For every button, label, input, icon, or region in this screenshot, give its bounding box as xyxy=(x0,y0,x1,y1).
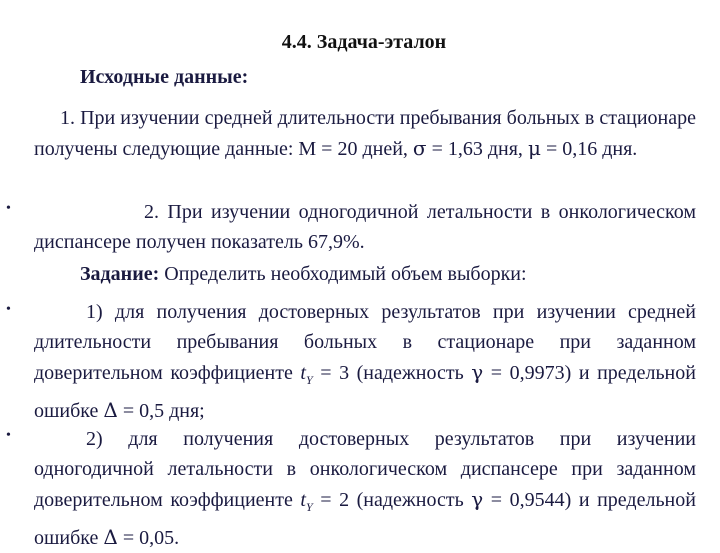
p1-suffix: = 0,16 дня. xyxy=(540,138,638,160)
task-item-2 xyxy=(34,424,696,553)
p4-suffix: = 0,05. xyxy=(117,527,180,549)
t-subscript: Y xyxy=(305,500,313,514)
p4-prefix: 2) для получения достоверных результатов при изучении одногодичной летальности в онкологическом диспансере при заданном доверительном коэффициенте xyxy=(34,428,696,511)
task-item-1 xyxy=(34,297,696,426)
p3-prefix: 1) для получения достоверных результатов при изучении средней длительности пребывания больных в стационаре при заданном доверительном коэффициенте xyxy=(34,301,696,384)
initial-data-label: Исходные данные: xyxy=(80,66,249,88)
task-label: Задание: xyxy=(80,263,160,285)
task-text: Определить необходимый объем выборки: xyxy=(159,263,527,285)
mu-symbol: μ xyxy=(527,136,541,160)
p4-gamma-value: = 0,9544) и предельной ошибке xyxy=(34,489,696,549)
task-statement xyxy=(80,263,527,286)
p1-mid: = 1,63 дня, xyxy=(426,138,528,160)
initial-data-item-2: 2. При изучении одногодичной летальности в онкологическом диспансере получен показатель 67,9%. xyxy=(34,201,696,253)
p3-suffix: = 0,5 дня; xyxy=(117,400,205,422)
delta-symbol: Δ xyxy=(103,525,118,549)
bullet-marker: • xyxy=(6,201,11,216)
slide-title: 4.4. Задача-эталон xyxy=(281,31,447,53)
t-variable: t xyxy=(300,362,306,384)
t-variable: t xyxy=(300,489,306,511)
p1-prefix: 1. При изучении средней длительности пребывания больных в стационаре получены следующие данные: М = 20 дней, xyxy=(34,107,696,160)
gamma-symbol: γ xyxy=(471,487,484,511)
p3-eq: = 3 (надежность xyxy=(312,362,472,384)
p3-gamma-value: = 0,9973) и предельной ошибке xyxy=(34,362,696,422)
delta-symbol: Δ xyxy=(103,398,118,422)
bullet-marker: • xyxy=(6,302,11,317)
gamma-symbol: γ xyxy=(471,360,484,384)
initial-data-item-1 xyxy=(34,103,696,164)
t-subscript: Y xyxy=(305,373,313,387)
p4-eq: = 2 (надежность xyxy=(312,489,472,511)
bullet-marker: • xyxy=(6,428,11,443)
sigma-symbol: σ xyxy=(412,136,427,160)
